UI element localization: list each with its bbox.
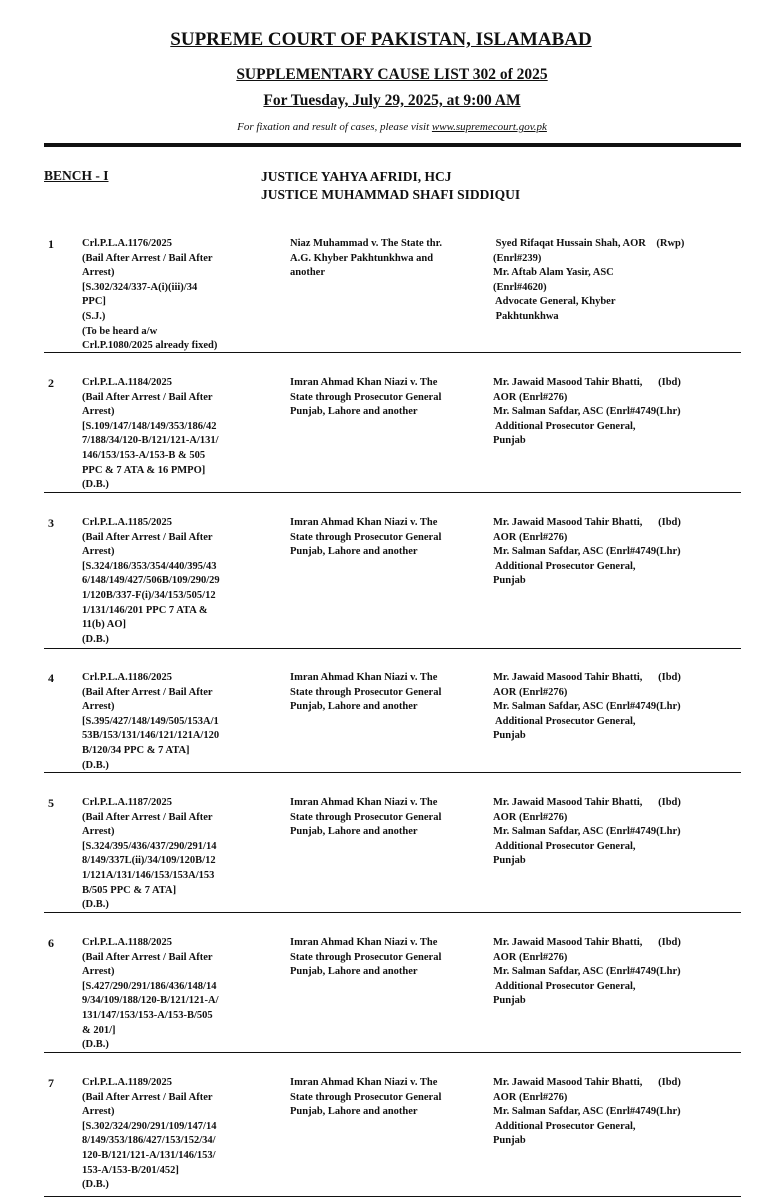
case-counsel-line: Mr. Salman Safdar, ASC (Enrl#4749(Lhr) — [493, 546, 681, 558]
case-number-details-line: Crl.P.L.A.1187/2025 — [82, 797, 173, 808]
case-counsel — [493, 671, 725, 744]
case-number-details-line: PPC & 7 ATA & 16 PMPO] — [82, 464, 206, 476]
case-counsel-line: Mr. Salman Safdar, ASC (Enrl#4749(Lhr) — [493, 406, 681, 418]
case-title — [290, 376, 480, 420]
case-number-details-line: Arrest) — [82, 826, 115, 838]
case-serial-number: 3 — [48, 516, 54, 530]
case-counsel — [493, 376, 725, 449]
case-number-details-line: Crl.P.L.A.1189/2025 — [82, 1077, 173, 1088]
case-number-details-line: 8/149/353/186/427/153/152/34/ — [82, 1135, 216, 1147]
case-serial-number: 2 — [48, 376, 54, 390]
case-counsel-line: AOR (Enrl#276) — [493, 1091, 568, 1103]
case-counsel — [493, 936, 725, 1009]
case-number-details-line: (S.J.) — [82, 310, 106, 322]
bench-label: BENCH - I — [44, 168, 109, 183]
case-counsel-line: Mr. Salman Safdar, ASC (Enrl#4749(Lhr) — [493, 701, 681, 713]
case-title-line: State through Prosecutor General — [290, 951, 442, 963]
case-number-details-line: (D.B.) — [82, 1039, 109, 1051]
bench-judges — [261, 168, 520, 204]
case-title-line: Imran Ahmad Khan Niazi v. The — [290, 517, 438, 528]
case-number-details-line: 146/153/153-A/153-B & 505 — [82, 449, 206, 461]
case-entry — [44, 796, 741, 913]
case-title — [290, 671, 480, 715]
case-number-details-line: Arrest) — [82, 701, 115, 713]
case-number-details — [82, 376, 257, 493]
case-number-details-line: 153-A/153-B/201/452] — [82, 1164, 179, 1176]
case-title-line: Imran Ahmad Khan Niazi v. The — [290, 937, 438, 948]
website-link[interactable]: www.supremecourt.gov.pk — [431, 121, 547, 133]
case-counsel-line: (Enrl#239) — [493, 252, 542, 264]
case-title-line: A.G. Khyber Pakhtunkhwa and — [290, 252, 434, 264]
case-number-details-line: (Bail After Arrest / Bail After — [82, 1091, 213, 1103]
case-number-details — [82, 671, 257, 773]
case-counsel-line: Mr. Jawaid Masood Tahir Bhatti, (Ibd) — [493, 517, 681, 528]
case-counsel-line: Mr. Jawaid Masood Tahir Bhatti, (Ibd) — [493, 672, 681, 683]
case-number-details-line: [S.302/324/337-A(i)(iii)/34 — [82, 281, 198, 293]
case-title-line: Imran Ahmad Khan Niazi v. The — [290, 672, 438, 683]
case-serial-number: 1 — [48, 237, 54, 251]
case-number-details-line: 11(b) AO] — [82, 619, 127, 631]
case-number-details — [82, 936, 257, 1053]
case-title-line: State through Prosecutor General — [290, 1091, 442, 1103]
website-notice — [0, 121, 762, 133]
cause-list-title: SUPPLEMENTARY CAUSE LIST 302 of 2025 — [236, 66, 548, 83]
case-number-details-line: Crl.P.L.A.1186/2025 — [82, 672, 173, 683]
case-number-details-line: Crl.P.L.A.1185/2025 — [82, 517, 173, 528]
case-entry — [44, 671, 741, 773]
case-number-details-line: B/120/34 PPC & 7 ATA] — [82, 744, 190, 756]
case-number-details — [82, 516, 257, 647]
case-title — [290, 796, 480, 840]
case-title-line: Imran Ahmad Khan Niazi v. The — [290, 1077, 438, 1088]
case-counsel-line: Punjab — [493, 1135, 526, 1147]
case-entry — [44, 1076, 741, 1197]
case-counsel-line: Additional Prosecutor General, — [493, 420, 636, 432]
case-counsel-line: Syed Rifaqat Hussain Shah, AOR (Rwp) — [493, 238, 685, 249]
case-entry — [44, 376, 741, 493]
case-number-details — [82, 1076, 257, 1193]
case-number-details-line: [S.324/395/436/437/290/291/14 — [82, 840, 217, 852]
case-counsel-line: AOR (Enrl#276) — [493, 951, 568, 963]
case-counsel-line: Additional Prosecutor General, — [493, 560, 636, 572]
case-number-details-line: [S.109/147/148/149/353/186/42 — [82, 420, 217, 432]
case-number-details-line: Arrest) — [82, 546, 115, 558]
case-title-line: Imran Ahmad Khan Niazi v. The — [290, 797, 438, 808]
case-counsel-line: Pakhtunkhwa — [493, 310, 559, 322]
case-counsel-line: Punjab — [493, 435, 526, 447]
case-number-details-line: [S.302/324/290/291/109/147/14 — [82, 1120, 217, 1132]
case-number-details — [82, 237, 257, 354]
case-number-details-line: Arrest) — [82, 966, 115, 978]
case-number-details-line: 8/149/337L(ii)/34/109/120B/12 — [82, 855, 216, 867]
case-number-details-line: (Bail After Arrest / Bail After — [82, 391, 213, 403]
case-counsel-line: Mr. Salman Safdar, ASC (Enrl#4749(Lhr) — [493, 826, 681, 838]
case-entry — [44, 936, 741, 1053]
case-counsel-line: Mr. Jawaid Masood Tahir Bhatti, (Ibd) — [493, 937, 681, 948]
case-number-details-line: [S.324/186/353/354/440/395/43 — [82, 560, 217, 572]
header-divider — [44, 143, 741, 147]
case-number-details-line: (D.B.) — [82, 479, 109, 491]
notice-text: For fixation and result of cases, please visit — [237, 121, 432, 133]
case-counsel-line: Mr. Jawaid Masood Tahir Bhatti, (Ibd) — [493, 1077, 681, 1088]
case-counsel-line: Additional Prosecutor General, — [493, 1120, 636, 1132]
case-number-details-line: (Bail After Arrest / Bail After — [82, 811, 213, 823]
case-title — [290, 516, 480, 560]
case-counsel-line: AOR (Enrl#276) — [493, 531, 568, 543]
case-number-details-line: (D.B.) — [82, 1179, 109, 1191]
case-entry — [44, 237, 741, 353]
case-number-details-line: Crl.P.L.A.1188/2025 — [82, 937, 173, 948]
case-number-details-line: 1/131/146/201 PPC 7 ATA & — [82, 604, 208, 616]
case-number-details-line: Arrest) — [82, 406, 115, 418]
judge-name: JUSTICE MUHAMMAD SHAFI SIDDIQUI — [261, 187, 521, 202]
case-counsel-line: Punjab — [493, 995, 526, 1007]
case-title-line: Punjab, Lahore and another — [290, 1106, 418, 1118]
case-title — [290, 936, 480, 980]
case-number-details-line: Crl.P.L.A.1184/2025 — [82, 377, 173, 388]
case-title-line: State through Prosecutor General — [290, 686, 442, 698]
case-counsel-line: Mr. Salman Safdar, ASC (Enrl#4749(Lhr) — [493, 966, 681, 978]
case-entry — [44, 516, 741, 649]
case-counsel-line: Additional Prosecutor General, — [493, 715, 636, 727]
case-number-details — [82, 796, 257, 913]
judge-name: JUSTICE YAHYA AFRIDI, HCJ — [261, 169, 452, 184]
case-number-details-line: 131/147/153/153-A/153-B/505 — [82, 1009, 213, 1021]
case-number-details-line: Arrest) — [82, 267, 115, 279]
case-title-line: Punjab, Lahore and another — [290, 546, 418, 558]
case-title-line: Punjab, Lahore and another — [290, 406, 418, 418]
case-serial-number: 5 — [48, 796, 54, 810]
case-title-line: State through Prosecutor General — [290, 811, 442, 823]
case-number-details-line: [S.427/290/291/186/436/148/14 — [82, 980, 217, 992]
case-counsel — [493, 516, 725, 589]
case-number-details-line: [S.395/427/148/149/505/153A/1 — [82, 715, 219, 727]
case-counsel-line: Additional Prosecutor General, — [493, 840, 636, 852]
case-number-details-line: Arrest) — [82, 1106, 115, 1118]
case-counsel-line: Mr. Jawaid Masood Tahir Bhatti, (Ibd) — [493, 377, 681, 388]
case-counsel — [493, 796, 725, 869]
case-number-details-line: (Bail After Arrest / Bail After — [82, 951, 213, 963]
case-counsel-line: Punjab — [493, 730, 526, 742]
case-counsel-line: AOR (Enrl#276) — [493, 391, 568, 403]
case-title-line: State through Prosecutor General — [290, 391, 442, 403]
case-counsel-line: AOR (Enrl#276) — [493, 811, 568, 823]
case-counsel-line: Punjab — [493, 575, 526, 587]
case-title-line: another — [290, 267, 325, 279]
case-number-details-line: PPC] — [82, 296, 106, 308]
case-number-details-line: 9/34/109/188/120-B/121/121-A/ — [82, 995, 219, 1007]
case-title-line: Punjab, Lahore and another — [290, 701, 418, 713]
case-title-line: Punjab, Lahore and another — [290, 966, 418, 978]
case-number-details-line: (D.B.) — [82, 899, 109, 911]
case-title-line: Niaz Muhammad v. The State thr. — [290, 238, 442, 249]
case-number-details-line: 1/120B/337-F(i)/34/153/505/12 — [82, 589, 216, 601]
hearing-date: For Tuesday, July 29, 2025, at 9:00 AM — [263, 92, 521, 109]
case-title — [290, 1076, 480, 1120]
case-number-details-line: (D.B.) — [82, 633, 109, 645]
court-title: SUPREME COURT OF PAKISTAN, ISLAMABAD — [170, 29, 592, 50]
case-number-details-line: 6/148/149/427/506B/109/290/29 — [82, 575, 220, 587]
case-title-line: Imran Ahmad Khan Niazi v. The — [290, 377, 438, 388]
case-number-details-line: Crl.P.L.A.1176/2025 — [82, 238, 173, 249]
case-number-details-line: Crl.P.1080/2025 already fixed) — [82, 340, 218, 352]
case-number-details-line: 1/121A/131/146/153/153A/153 — [82, 869, 215, 881]
case-title — [290, 237, 480, 281]
case-number-details-line: 7/188/34/120-B/121/121-A/131/ — [82, 435, 219, 447]
case-number-details-line: (Bail After Arrest / Bail After — [82, 686, 213, 698]
case-counsel — [493, 237, 725, 325]
case-serial-number: 7 — [48, 1076, 54, 1090]
case-number-details-line: 53B/153/131/146/121/121A/120 — [82, 730, 220, 742]
case-number-details-line: & 201/] — [82, 1024, 116, 1036]
case-serial-number: 6 — [48, 936, 54, 950]
case-number-details-line: (Bail After Arrest / Bail After — [82, 531, 213, 543]
case-number-details-line: (D.B.) — [82, 759, 109, 771]
case-counsel-line: Punjab — [493, 855, 526, 867]
case-counsel-line: Mr. Aftab Alam Yasir, ASC — [493, 267, 614, 279]
case-number-details-line: B/505 PPC & 7 ATA] — [82, 884, 177, 896]
case-number-details-line: (Bail After Arrest / Bail After — [82, 252, 213, 264]
case-counsel-line: Additional Prosecutor General, — [493, 980, 636, 992]
case-counsel-line: AOR (Enrl#276) — [493, 686, 568, 698]
case-number-details-line: (To be heard a/w — [82, 325, 158, 337]
case-counsel-line: (Enrl#4620) — [493, 281, 547, 293]
case-counsel — [493, 1076, 725, 1149]
case-title-line: Punjab, Lahore and another — [290, 826, 418, 838]
case-counsel-line: Mr. Salman Safdar, ASC (Enrl#4749(Lhr) — [493, 1106, 681, 1118]
case-counsel-line: Mr. Jawaid Masood Tahir Bhatti, (Ibd) — [493, 797, 681, 808]
case-serial-number: 4 — [48, 671, 54, 685]
case-counsel-line: Advocate General, Khyber — [493, 296, 616, 308]
case-number-details-line: 120-B/121/121-A/131/146/153/ — [82, 1149, 216, 1161]
case-title-line: State through Prosecutor General — [290, 531, 442, 543]
